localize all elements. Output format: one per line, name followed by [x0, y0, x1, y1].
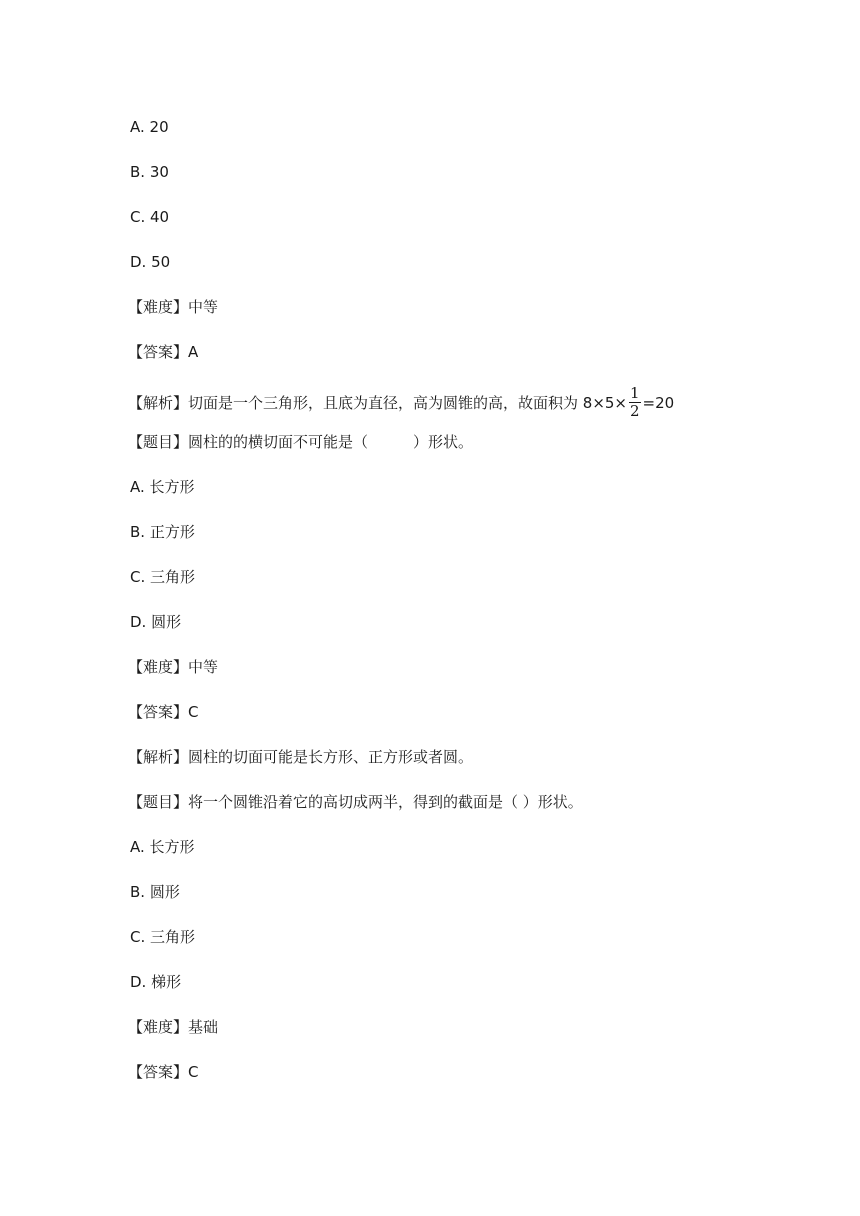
- q1-option-a: A. 20: [130, 118, 169, 136]
- q3-option-c: C. 三角形: [130, 928, 196, 946]
- q2-option-a: A. 长方形: [130, 478, 195, 496]
- q2-answer: 【答案】C: [128, 703, 199, 721]
- q1-analysis-suffix: =20: [642, 394, 675, 412]
- q1-option-c: C. 40: [130, 208, 170, 226]
- q1-option-b: B. 30: [130, 163, 169, 181]
- q3-option-a: A. 长方形: [130, 838, 195, 856]
- fraction: [629, 385, 641, 420]
- q2-analysis: 【解析】圆柱的切面可能是长方形、正方形或者圆。: [128, 748, 474, 766]
- q1-answer: 【答案】A: [128, 343, 199, 361]
- fraction-numerator: 1: [630, 384, 640, 402]
- q3-option-b: B. 圆形: [130, 883, 180, 901]
- fraction-denominator: 2: [630, 402, 640, 420]
- q2-difficulty: 【难度】中等: [128, 658, 219, 676]
- q1-difficulty: 【难度】中等: [128, 298, 219, 316]
- q1-analysis-prefix: 【解析】切面是一个三角形，且底为直径，高为圆锥的高，故面积为 8×5×: [128, 394, 627, 412]
- q2-option-b: B. 正方形: [130, 523, 195, 541]
- q3-difficulty: 【难度】基础: [128, 1018, 219, 1036]
- q1-option-d: D. 50: [130, 253, 171, 271]
- q3-answer: 【答案】C: [128, 1063, 199, 1081]
- q2-option-c: C. 三角形: [130, 568, 196, 586]
- q1-analysis: [128, 386, 674, 421]
- q2-stem: 【题目】圆柱的的横切面不可能是（ ）形状。: [128, 433, 474, 451]
- q3-stem: 【题目】将一个圆锥沿着它的高切成两半，得到的截面是（ ）形状。: [128, 793, 583, 811]
- q3-option-d: D. 梯形: [130, 973, 182, 991]
- q2-option-d: D. 圆形: [130, 613, 182, 631]
